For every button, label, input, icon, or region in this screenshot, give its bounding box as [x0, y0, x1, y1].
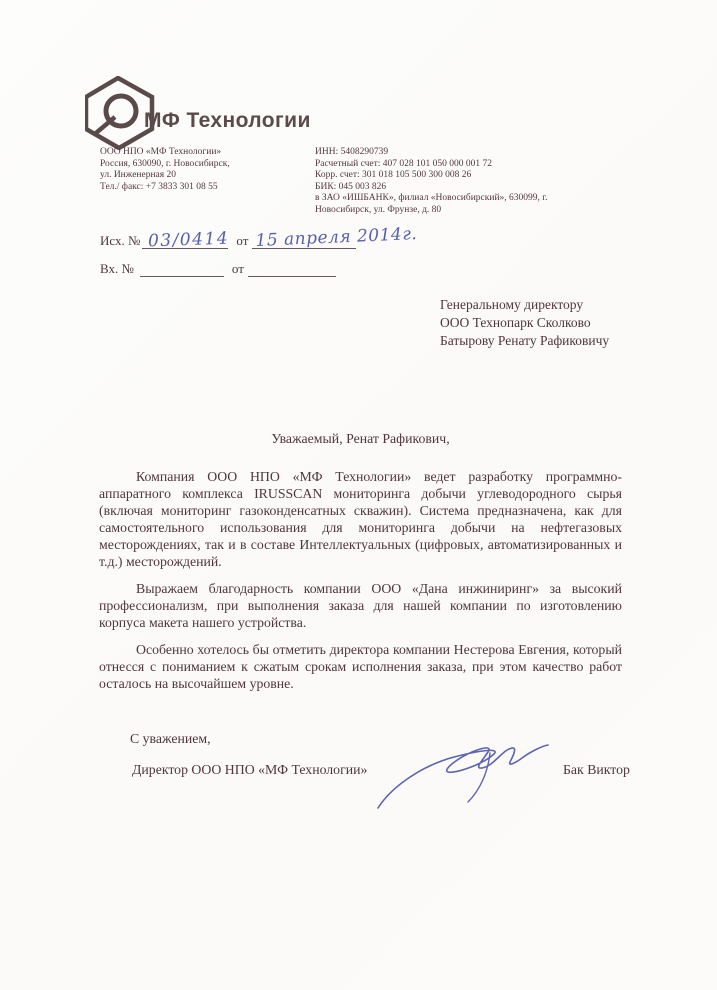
body-paragraph: Выражаем благодарность компании ООО «Дана инжиниринг» за высокий профессионализм, при выполнения заказа для нашей компании по изготовлению корпуса макета нашего устройства. — [99, 581, 622, 630]
bank-detail-line: Расчетный счет: 407 028 101 050 000 001 72 — [315, 158, 493, 169]
body-paragraph: Компания ООО НПО «МФ Технологии» ведет разработку программно-аппаратного комплекса IRUSSCAN мониторинга добычи углеводородного сырья (включая мониторинг газоконденсатных скважин). Система предназначена, как для самостоятельного использования для мониторинга добычи на нефтегазовых месторождениях, так и в составе Интеллектуальных (цифровых, автоматизированных и т.д.) месторождений. — [99, 469, 622, 569]
outgoing-date-blank — [252, 223, 419, 251]
outgoing-number-blank — [142, 228, 230, 252]
closing-regards: С уважением, — [130, 731, 211, 746]
bank-detail-line: ИНН: 5408290739 — [315, 147, 389, 157]
recipient-line: ООО Технопарк Сколково — [440, 315, 591, 330]
signer-title: Директор ООО НПО «МФ Технологии» — [132, 762, 368, 777]
recipient-block — [440, 296, 609, 350]
bank-detail-line: Новосибирск, ул. Фрунзе, д. 80 — [315, 204, 442, 215]
letter-body — [99, 430, 622, 702]
incoming-reference-line — [100, 261, 336, 277]
company-detail-line: ООО НПО «МФ Технологии» — [100, 147, 222, 157]
signer-name: Бак Виктор — [563, 762, 630, 777]
outgoing-reference-line — [100, 223, 419, 252]
incoming-date-blank — [248, 263, 336, 277]
outgoing-ref-label: Исх. № — [100, 233, 141, 248]
company-detail-line: ул. Инженерная 20 — [100, 170, 177, 180]
bank-detail-line: Корр. счет: 301 018 105 500 300 008 26 — [315, 170, 472, 180]
bank-detail-line: БИК: 045 003 826 — [315, 181, 387, 192]
incoming-ref-label: Вх. № — [100, 261, 134, 276]
bank-details-block — [315, 147, 615, 216]
incoming-from-label: от — [231, 261, 244, 276]
recipient-line: Батырову Ренату Рафиковичу — [440, 333, 610, 348]
company-detail-line: Россия, 630090, г. Новосибирск, — [100, 158, 230, 169]
bank-detail-line: в ЗАО «ИШБАНК», филиал «Новосибирский», 630099, г. — [315, 193, 548, 203]
company-detail-line: Тел./ факс: +7 3833 301 08 55 — [100, 181, 218, 192]
handwritten-outgoing-number: 03/0414 — [148, 228, 230, 252]
company-brand-title: МФ Технологии — [144, 109, 311, 132]
handwritten-outgoing-date: 15 апреля 2014г. — [255, 223, 419, 251]
body-paragraph: Особенно хотелось бы отметить директора компании Нестерова Евгения, который отнесся с пониманием к сжатым срокам исполнения заказа, при этом качество работ осталось на высочайшем уровне. — [99, 642, 622, 691]
incoming-number-blank — [140, 263, 224, 277]
company-details-block — [100, 147, 310, 193]
recipient-line: Генеральному директору — [440, 297, 584, 312]
salutation: Уважаемый, Ренат Рафикович, — [271, 431, 450, 446]
outgoing-from-label: от — [236, 233, 249, 248]
handwritten-signature-icon — [362, 728, 557, 816]
